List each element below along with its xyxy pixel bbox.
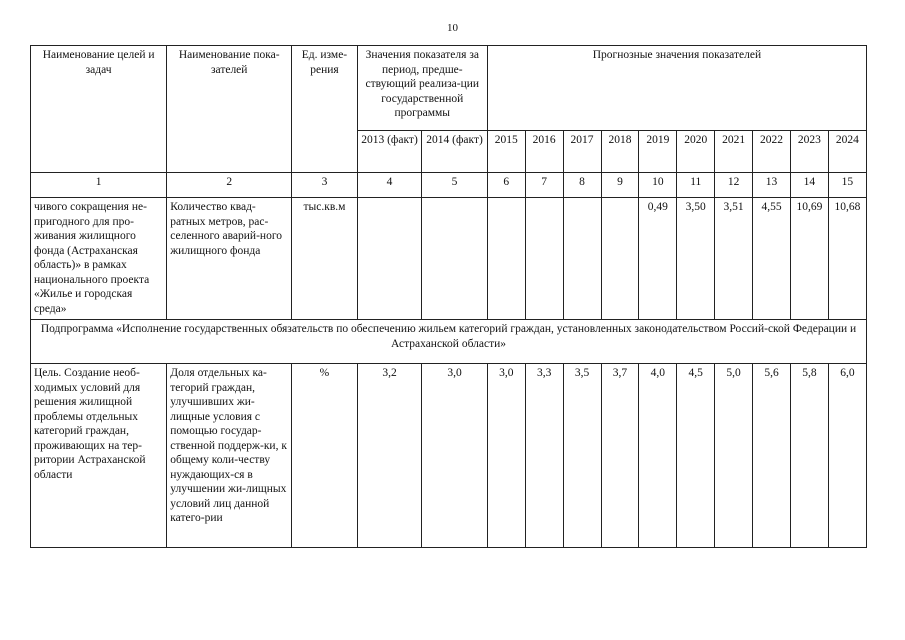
column-number: 12 — [715, 173, 753, 198]
column-number: 14 — [790, 173, 828, 198]
column-number: 5 — [422, 173, 488, 198]
header-unit: Ед. изме-рения — [292, 46, 358, 173]
column-number: 2 — [167, 173, 292, 198]
value-cell — [563, 198, 601, 320]
value-2013: 3,2 — [357, 364, 422, 548]
header-year: 2020 — [677, 131, 715, 173]
value-cell: 3,50 — [677, 198, 715, 320]
table-row — [31, 198, 867, 320]
value-cell: 4,55 — [753, 198, 791, 320]
goal-cell: Цель. Создание необ-ходимых условий для решения жилищной проблемы отдельных категорий граждан, проживающих на тер-ритории Астраханской области — [31, 364, 167, 548]
goal-cell: чивого сокращения не-пригодного для про-живания жилищного фонда (Астраханская область)» в рамках национального проекта «Жилье и городская среда» — [31, 198, 167, 320]
header-year: 2015 — [487, 131, 525, 173]
table-row — [31, 364, 867, 548]
column-number: 3 — [292, 173, 358, 198]
header-year: 2018 — [601, 131, 639, 173]
column-number: 9 — [601, 173, 639, 198]
value-cell: 4,0 — [639, 364, 677, 548]
value-cell — [601, 198, 639, 320]
column-number: 6 — [487, 173, 525, 198]
column-number: 13 — [753, 173, 791, 198]
header-year-2013: 2013 (факт) — [357, 131, 422, 173]
header-year: 2024 — [828, 131, 866, 173]
header-goals: Наименование целей и задач — [31, 46, 167, 173]
header-year: 2016 — [525, 131, 563, 173]
value-2014: 3,0 — [422, 364, 488, 548]
subprogram-title: Подпрограмма «Исполнение государственных обязательств по обеспечению жильем категорий граждан, установленных законодательством Россий-ской Федерации и Астраханской области» — [31, 320, 867, 364]
value-cell: 3,7 — [601, 364, 639, 548]
unit-cell: % — [292, 364, 358, 548]
column-number: 1 — [31, 173, 167, 198]
value-cell: 0,49 — [639, 198, 677, 320]
indicators-table — [30, 45, 867, 548]
header-previous-period: Значения показателя за период, предше-ствующий реализа-ции государственной программы — [357, 46, 487, 131]
header-year: 2022 — [753, 131, 791, 173]
unit-cell: тыс.кв.м — [292, 198, 358, 320]
value-2013 — [357, 198, 422, 320]
column-number: 7 — [525, 173, 563, 198]
value-cell: 3,51 — [715, 198, 753, 320]
header-year-2014: 2014 (факт) — [422, 131, 488, 173]
value-cell: 5,8 — [790, 364, 828, 548]
value-cell: 6,0 — [828, 364, 866, 548]
value-cell: 3,0 — [487, 364, 525, 548]
header-year: 2017 — [563, 131, 601, 173]
column-number: 11 — [677, 173, 715, 198]
column-number: 10 — [639, 173, 677, 198]
value-cell — [487, 198, 525, 320]
value-cell: 5,6 — [753, 364, 791, 548]
column-number: 4 — [357, 173, 422, 198]
indicator-cell: Доля отдельных ка-тегорий граждан, улучшивших жи-лищные условия с помощью государ-ственной поддерж-ки, к общему коли-честву нуждающих-ся в улучшении жи-лищных условий лиц данной катего-рии — [167, 364, 292, 548]
column-number: 8 — [563, 173, 601, 198]
value-cell: 10,69 — [790, 198, 828, 320]
value-cell: 5,0 — [715, 364, 753, 548]
value-cell: 3,3 — [525, 364, 563, 548]
header-forecast: Прогнозные значения показателей — [487, 46, 866, 131]
page-number: 10 — [447, 22, 458, 34]
column-number: 15 — [828, 173, 866, 198]
header-year: 2019 — [639, 131, 677, 173]
value-cell — [525, 198, 563, 320]
value-cell: 10,68 — [828, 198, 866, 320]
header-year: 2021 — [715, 131, 753, 173]
value-cell: 3,5 — [563, 364, 601, 548]
value-2014 — [422, 198, 488, 320]
header-year: 2023 — [790, 131, 828, 173]
value-cell: 4,5 — [677, 364, 715, 548]
indicator-cell: Количество квад-ратных метров, рас-селенного аварий-ного жилищного фонда — [167, 198, 292, 320]
header-indicator: Наименование пока-зателей — [167, 46, 292, 173]
